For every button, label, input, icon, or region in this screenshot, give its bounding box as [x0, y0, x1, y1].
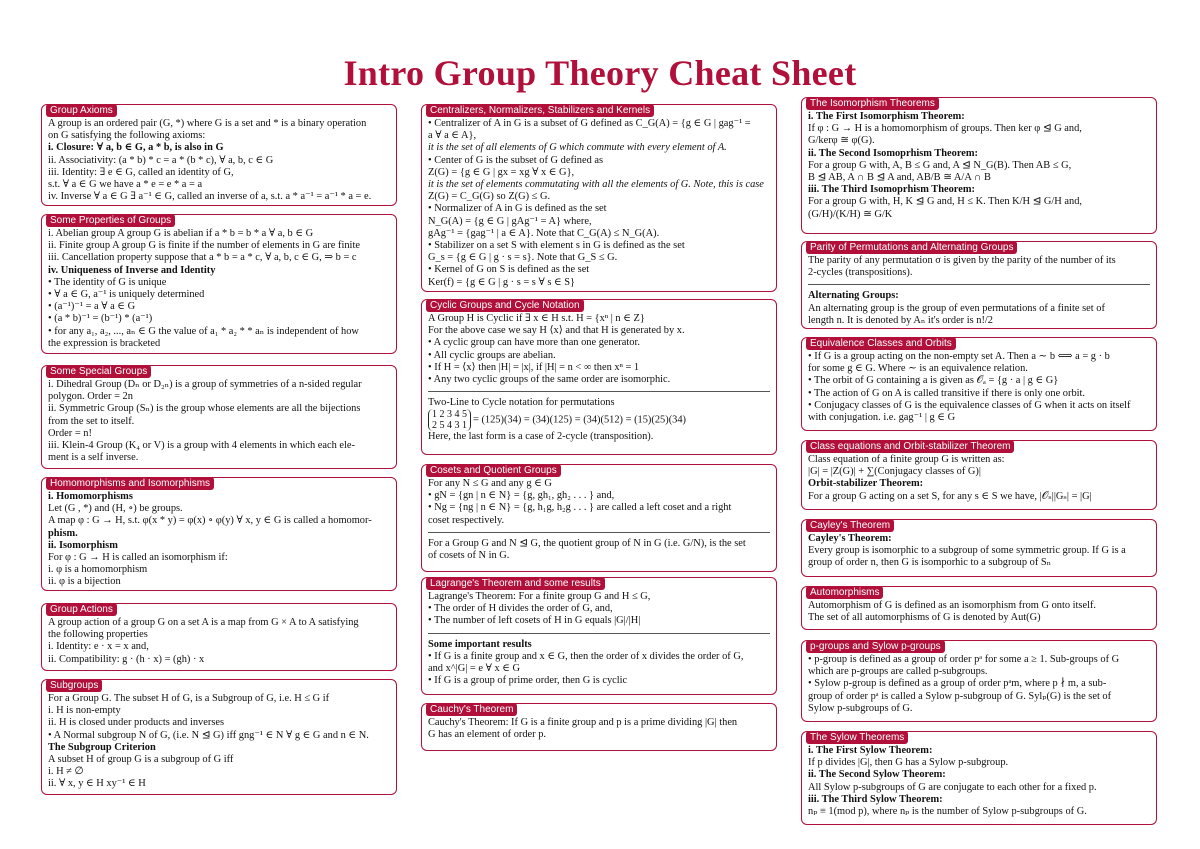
section-isomorphism-theorems [801, 97, 1157, 234]
text-line: • If G is a finite group and x ∈ G, then the order of x divides the order of G, [428, 650, 744, 662]
text-line: (G/H)/(K/H) ≅ G/K [808, 208, 893, 220]
text-line: Lagrange's Theorem: For a finite group G and H ≤ G, [428, 591, 651, 602]
section-header: Lagrange's Theorem and some results [426, 577, 605, 590]
text-line: • Any two cyclic groups of the same order are isomorphic. [428, 374, 671, 386]
text-line: Order = n! [48, 427, 92, 439]
section-header: Subgroups [46, 679, 102, 692]
text-line: If p divides |G|, then G has a Sylow p-subgroup. [808, 757, 1009, 769]
text-line: B ⊴ AB, A ∩ B ⊴ A and, AB/B ≅ A/A ∩ B [808, 172, 991, 184]
text-line: for some g ∈ G. Where ∼ is an equivalence relation. [808, 363, 1028, 375]
text-line: ii. H is closed under products and inverses [48, 717, 225, 729]
text-line: • The number of left cosets of H in G equals |G|/|H| [428, 615, 641, 627]
text-line: • Normalizer of A in G is defined as the set [428, 203, 607, 215]
section-header: Cosets and Quotient Groups [426, 464, 561, 477]
text-line: and x^|G| = e ∀ x ∈ G [428, 663, 521, 675]
divider [428, 532, 770, 533]
text-line: |G| = |Z(G)| + ∑(Conjugacy classes of G)| [808, 466, 981, 478]
section-cosets [421, 464, 777, 572]
text-line: ment is a self inverse. [48, 452, 139, 464]
text-line: An alternating group is the group of even permutations of a finite set of [808, 302, 1105, 314]
text-line: Orbit-stabilizer Theorem: [808, 478, 924, 490]
text-line: • (a * b)⁻¹ = (b⁻¹) * (a⁻¹) [48, 313, 153, 325]
section-sylow-theorems [801, 731, 1157, 825]
section-p-groups [801, 640, 1157, 722]
text-line: The set of all automorphisms of G is denoted by Aut(G) [808, 612, 1041, 624]
text-line: • Sylow p-group is defined as a group of order pᵃm, where p ∤ m, a sub- [808, 678, 1107, 690]
section-properties-of-groups [41, 214, 397, 354]
text-line: • Conjugacy classes of G is the equivalence classes of G when it acts on itself [808, 399, 1131, 411]
text-line: group of order n, then G is isomporhic to a subgroup of Sₙ [808, 557, 1052, 569]
text-line: ii. Isomorphism [48, 539, 118, 551]
text-line: Alternating Groups: [808, 290, 899, 302]
section-cauchy [421, 703, 777, 751]
text-line: iii. Klein-4 Group (K₄ or V) is a group with 4 elements in which each ele- [48, 440, 355, 452]
text-line: For the above case we say H ⟨x⟩ and that H is generated by x. [428, 325, 685, 337]
text-line: nₚ ≡ 1(mod p), where nₚ is the number of Sylow p-subgroups of G. [808, 806, 1087, 818]
text-line: Some important results [428, 638, 532, 650]
section-header: Automorphisms [806, 586, 883, 599]
text-line: Every group is isomorphic to a subgroup of some symmetric group. If G is a [808, 545, 1126, 557]
section-class-equations [801, 440, 1157, 510]
text-line: iii. The Third Sylow Theorem: [808, 793, 943, 805]
perm-row: 2 5 4 3 1 [432, 420, 467, 432]
text-line: For a group G with, H, K ⊴ G and, H ≤ K. Then K/H ⊴ G/H and, [808, 196, 1083, 208]
section-header: Equivalence Classes and Orbits [806, 337, 956, 350]
section-header: Homomorphisms and Isomorphisms [46, 477, 214, 490]
section-cayley [801, 519, 1157, 577]
text-line: • p-group is defined as a group of order pᵃ for some a ≥ 1. Sub-groups of G [808, 654, 1120, 665]
text-line: i. H ≠ ∅ [48, 766, 84, 778]
text-line: phism. [48, 527, 78, 539]
text-line: from the set to itself. [48, 415, 135, 427]
text-line: For a group G with, A, B ≤ G and, A ⊴ N_G(B). Then AB ≤ G, [808, 159, 1072, 171]
text-line: • A cyclic group can have more than one generator. [428, 337, 640, 349]
text-line: of cosets of N in G. [428, 550, 510, 562]
text-line: For a group G acting on a set S, for any s ∈ S we have, |𝒪ₛ||Gₛ| = |G| [808, 490, 1092, 502]
text-line: ii. Symmetric Group (Sₙ) is the group whose elements are all the bijections [48, 403, 361, 415]
section-header: Class equations and Orbit-stabilizer Theorem [806, 440, 1014, 453]
text-line: ii. Associativity: (a * b) * c = a * (b * c), ∀ a, b, c ∈ G [48, 154, 274, 166]
permutation-line [428, 409, 770, 431]
text-line: N_G(A) = {g ∈ G | gAg⁻¹ = A} where, [428, 215, 592, 227]
text-line: • The identity of G is unique [48, 276, 167, 288]
section-group-axioms [41, 104, 397, 206]
section-header: Group Actions [46, 603, 117, 616]
cycle-notation: = (125)(34) = (34)(125) = (34)(512) = (15)(25)(34) [473, 414, 687, 426]
text-line: ii. ∀ x, y ∈ H xy⁻¹ ∈ H [48, 778, 146, 790]
text-line: Two-Line to Cycle notation for permutations [428, 397, 615, 409]
text-line: A group action of a group G on a set A is a map from G × A to A satisfying [48, 617, 359, 628]
section-header: Some Properties of Groups [46, 214, 175, 227]
text-line: iv. Inverse ∀ a ∈ G ∃ a⁻¹ ∈ G, called an inverse of a, s.t. a * a⁻¹ = a⁻¹ * a = e. [48, 191, 372, 203]
text-line: • Stabilizer on a set S with element s in G is defined as the set [428, 240, 685, 252]
text-line: • Kernel of G on S is defined as the set [428, 264, 590, 276]
text-line: • If G is a group acting on the non-empty set A. Then a ∼ b ⟺ a = g · b [808, 351, 1110, 362]
text-line: group of order pᵃ is called a Sylow p-subgroup of G. Sylₚ(G) is the set of [808, 690, 1112, 702]
text-line: a ∀ a ∈ A}, [428, 130, 477, 142]
text-line: it is the set of elements commutating with all the elements of G. Note, this is case [428, 179, 764, 191]
text-line: Z(G) = {g ∈ G | gx = xg ∀ x ∈ G}, [428, 166, 575, 178]
text-line: i. Identity: e · x = x and, [48, 641, 149, 653]
text-line: i. Abelian group A group G is abelian if a * b = b * a ∀ a, b ∈ G [48, 228, 314, 239]
section-subgroups [41, 679, 397, 795]
section-equivalence-classes [801, 337, 1157, 431]
text-line: • A Normal subgroup N of G, (i.e. N ⊴ G) iff gng⁻¹ ∈ N ∀ g ∈ G and n ∈ N. [48, 729, 369, 741]
text-line: i. The First Isomorphism Theorem: [808, 111, 965, 122]
text-line: i. Dihedral Group (Dₙ or D₂ₙ) is a group of symmetries of a n-sided regular [48, 379, 362, 390]
text-line: • Center of G is the subset of G defined as [428, 154, 604, 166]
text-line: length n. It is denoted by Aₙ it's order is n!/2 [808, 314, 994, 326]
section-special-groups [41, 365, 397, 469]
text-line: • ∀ a ∈ G, a⁻¹ is uniquely determined [48, 289, 205, 301]
section-header: Some Special Groups [46, 365, 151, 378]
divider [428, 391, 770, 392]
section-centralizers [421, 104, 777, 292]
text-line: 2-cycles (transpositions). [808, 267, 913, 279]
text-line: • gN = {gn | n ∈ N} = {g, gh₁, gh₂ . . . } and, [428, 490, 615, 502]
text-line: coset respectively. [428, 514, 505, 526]
text-line: • for any a₁, a₂, ..., aₙ ∈ G the value of a₁ * a₂ * * aₙ is independent of how [48, 325, 359, 337]
section-header: Cyclic Groups and Cycle Notation [426, 299, 584, 312]
text-line: iii. Identity: ∃ e ∈ G, called an identity of G, [48, 166, 234, 178]
text-line: the following properties [48, 629, 148, 641]
text-line: A map φ : G → H, s.t. φ(x * y) = φ(x) ∘ φ(y) ∀ x, y ∈ G is called a homomor- [48, 515, 372, 527]
permutation-matrix [428, 409, 471, 431]
text-line: which are p-groups are called p-subgroups. [808, 666, 988, 678]
text-line: i. The First Sylow Theorem: [808, 745, 933, 756]
text-line: polygon. Order = 2n [48, 391, 133, 403]
text-line: • The action of G on A is called transitive if there is only one orbit. [808, 387, 1086, 399]
text-line: • The order of H divides the order of G, and, [428, 603, 613, 615]
section-header: Parity of Permutations and Alternating Groups [806, 241, 1017, 254]
text-line: The Subgroup Criterion [48, 741, 156, 753]
text-line: • If H = ⟨x⟩ then |H| = |x|, if |H| = n < ∞ then xⁿ = 1 [428, 361, 640, 373]
text-line: with conjugation. i.e. gag⁻¹ | g ∈ G [808, 412, 956, 424]
text-line: Z(G) = C_G(G) so Z(G) ≤ G. [428, 191, 551, 203]
text-line: G_s = {g ∈ G | g · s = s}. Note that G_S ≤ G. [428, 252, 618, 264]
text-line: • If G is a group of prime order, then G is cyclic [428, 675, 628, 687]
text-line: i. Homomorphisms [48, 491, 133, 502]
text-line: Automorphism of G is defined as an isomorphism from G onto itself. [808, 600, 1097, 611]
text-line: For a Group G and N ⊴ G, the quotient group of N in G (i.e. G/N), is the set [428, 537, 746, 549]
text-line: • Centralizer of A in G is a subset of G defined as C_G(A) = {g ∈ G | gag⁻¹ = [428, 118, 751, 129]
text-line: Cauchy's Theorem: If G is a finite group and p is a prime dividing |G| then [428, 717, 738, 728]
section-group-actions [41, 603, 397, 671]
text-line: iii. The Third Isomoprhism Theorem: [808, 184, 975, 196]
text-line: A subset H of group G is a subgroup of G iff [48, 754, 234, 766]
text-line: s.t. ∀ a ∈ G we have a * e = e * a = a [48, 179, 203, 191]
text-line: it is the set of all elements of G which commute with every element of A. [428, 142, 727, 154]
text-line: ii. Compatibility: g · (h · x) = (gh) · x [48, 653, 205, 665]
text-line: Class equation of a finite group G is written as: [808, 454, 1005, 465]
text-line: ii. The Second Isomoprhism Theorem: [808, 147, 979, 159]
text-line: on G satisfying the following axioms: [48, 130, 206, 142]
text-line: G/kerφ ≅ φ(G). [808, 135, 875, 147]
text-line: gAg⁻¹ = {gag⁻¹ | a ∈ A}. Note that C_G(A) ≤ N_G(A). [428, 227, 660, 239]
text-line: the expression is bracketed [48, 337, 161, 349]
text-line: Cayley's Theorem: [808, 533, 892, 544]
text-line: Let (G , *) and (H, ∘) be groups. [48, 503, 183, 515]
text-line: • The orbit of G containing a is given as 𝒪ₐ = {g · a | g ∈ G} [808, 375, 1059, 387]
text-line: ii. Finite group A group G is finite if the number of elements in G are finite [48, 240, 360, 252]
section-homomorphisms [41, 477, 397, 591]
section-parity [801, 241, 1157, 329]
text-line: iv. Uniqueness of Inverse and Identity [48, 264, 216, 276]
text-line: ii. The Second Sylow Theorem: [808, 769, 946, 781]
page-title: Intro Group Theory Cheat Sheet [343, 53, 857, 93]
section-header: Cauchy's Theorem [426, 703, 517, 716]
section-header: The Isomorphism Theorems [806, 97, 939, 110]
text-line: For φ : G → H is called an isomorphism if: [48, 552, 228, 564]
text-line: ii. φ is a bijection [48, 576, 121, 588]
section-header: p-groups and Sylow p-groups [806, 640, 945, 653]
text-line: A group is an ordered pair (G, *) where G is a set and * is a binary operation [48, 118, 367, 129]
section-header: Group Axioms [46, 104, 117, 117]
section-lagrange [421, 577, 777, 695]
text-line: The parity of any permutation σ is given by the parity of the number of its [808, 255, 1116, 266]
section-cyclic-groups [421, 299, 777, 455]
section-automorphisms [801, 586, 1157, 630]
divider [808, 284, 1150, 285]
divider [428, 633, 770, 634]
text-line: i. H is non-empty [48, 705, 121, 717]
text-line: iii. Cancellation property suppose that a * b = a * c, ∀ a, b, c ∈ G, ⇒ b = c [48, 252, 357, 264]
perm-row: 1 2 3 4 5 [432, 409, 467, 421]
text-line: • Ng = {ng | n ∈ N} = {g, h₁g, h₂g . . . } are called a left coset and a right [428, 502, 732, 514]
text-line: Here, the last form is a case of 2-cycle (transposition). [428, 431, 654, 443]
text-line: Ker(f) = {g ∈ G | g · s = s ∀ s ∈ S} [428, 276, 576, 288]
section-header: Cayley's Theorem [806, 519, 894, 532]
text-line: i. Closure: ∀ a, b ∈ G, a * b, is also in G [48, 142, 224, 154]
text-line: G has an element of order p. [428, 729, 547, 741]
section-header: The Sylow Theorems [806, 731, 908, 744]
section-header: Centralizers, Normalizers, Stabilizers and Kernels [426, 104, 654, 117]
text-line: • (a⁻¹)⁻¹ = a ∀ a ∈ G [48, 301, 136, 313]
text-line: If φ : G → H is a homomorphism of groups. Then ker φ ⊴ G and, [808, 123, 1082, 135]
text-line: A Group H is Cyclic if ∃ x ∈ H s.t. H = {xⁿ | n ∈ Z} [428, 313, 645, 324]
text-line: • All cyclic groups are abelian. [428, 349, 556, 361]
text-line: For any N ≤ G and any g ∈ G [428, 478, 552, 489]
text-line: All Sylow p-subgroups of G are conjugate to each other for a fixed p. [808, 781, 1097, 793]
text-line: Sylow p-subgroups of G. [808, 702, 913, 714]
text-line: For a Group G. The subset H of G, is a Subgroup of G, i.e. H ≤ G if [48, 693, 330, 704]
text-line: i. φ is a homomorphism [48, 564, 148, 576]
